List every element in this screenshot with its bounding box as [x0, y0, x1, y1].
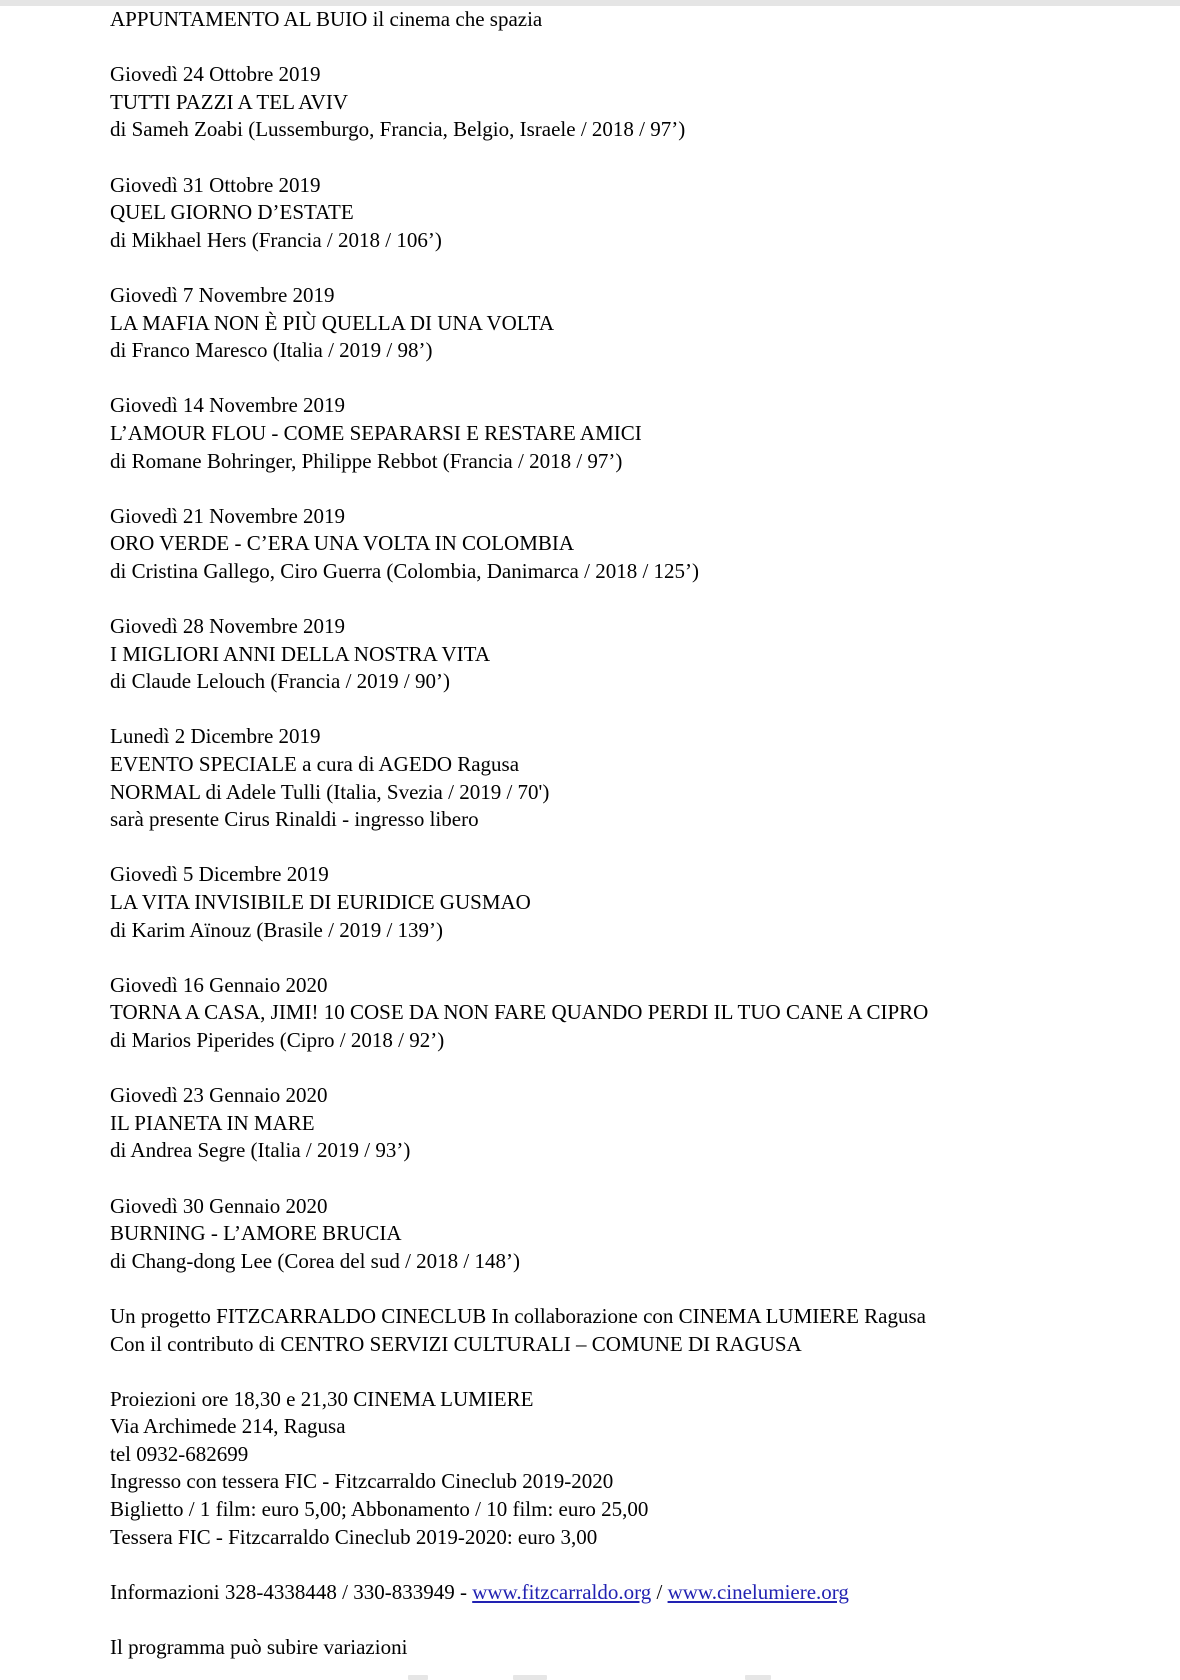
card-price-line: Tessera FIC - Fitzcarraldo Cineclub 2019-2020: euro 3,00: [110, 1524, 598, 1549]
phone-line: tel 0932-682699: [110, 1441, 249, 1466]
event-credits: di Sameh Zoabi (Lussemburgo, Francia, Belgio, Israele / 2018 / 97’): [110, 117, 686, 142]
bottom-cutoff-artifact: [513, 1675, 547, 1680]
event-date: Giovedì 23 Gennaio 2020: [110, 1083, 328, 1108]
fitzcarraldo-link[interactable]: www.fitzcarraldo.org: [472, 1579, 652, 1604]
event-title: EVENTO SPECIALE a cura di AGEDO Ragusa: [110, 752, 520, 777]
event-credits: di Cristina Gallego, Ciro Guerra (Colombia, Danimarca / 2018 / 125’): [110, 558, 700, 583]
event-note: sarà presente Cirus Rinaldi - ingresso libero: [110, 807, 479, 832]
ticket-price-line: Biglietto / 1 film: euro 5,00; Abbonamento / 10 film: euro 25,00: [110, 1497, 649, 1522]
event-title: IL PIANETA IN MARE: [110, 1110, 315, 1135]
contact-info-prefix: Informazioni 328-4338448 / 330-833949 -: [110, 1579, 473, 1604]
event-title: BURNING - L’AMORE BRUCIA: [110, 1221, 402, 1246]
link-separator: /: [651, 1579, 668, 1604]
event-date: Lunedì 2 Dicembre 2019: [110, 724, 321, 749]
event-date: Giovedì 28 Novembre 2019: [110, 614, 346, 639]
event-date: Giovedì 16 Gennaio 2020: [110, 972, 328, 997]
event-date: Giovedì 5 Dicembre 2019: [110, 862, 329, 887]
event-title: LA VITA INVISIBILE DI EURIDICE GUSMAO: [110, 890, 531, 914]
event-block: [110, 1082, 1150, 1165]
event-title: I MIGLIORI ANNI DELLA NOSTRA VITA: [110, 641, 490, 666]
event-block: [110, 613, 1150, 696]
page-title: APPUNTAMENTO AL BUIO il cinema che spazia: [110, 7, 543, 31]
event-title: ORO VERDE - C’ERA UNA VOLTA IN COLOMBIA: [110, 531, 575, 556]
event-block: [110, 861, 1150, 944]
contact-info-block: [110, 1579, 1150, 1607]
event-credits: di Chang-dong Lee (Corea del sud / 2018 / 148’): [110, 1248, 520, 1273]
event-date: Giovedì 7 Novembre 2019: [110, 282, 335, 307]
project-credits-block: [110, 1303, 1150, 1358]
contact-info-line: [110, 1580, 849, 1604]
event-date: Giovedì 14 Novembre 2019: [110, 393, 346, 418]
project-credit-line: Un progetto FITZCARRALDO CINECLUB In collaborazione con CINEMA LUMIERE Ragusa: [110, 1303, 926, 1328]
screenings-line: Proiezioni ore 18,30 e 21,30 CINEMA LUMIERE: [110, 1386, 534, 1411]
event-block: [110, 282, 1150, 365]
event-date: Giovedì 24 Ottobre 2019: [110, 62, 321, 87]
event-date: Giovedì 21 Novembre 2019: [110, 503, 346, 528]
bottom-cutoff-artifact: [408, 1675, 428, 1680]
event-title: LA MAFIA NON È PIÙ QUELLA DI UNA VOLTA: [110, 310, 554, 335]
event-title: TORNA A CASA, JIMI! 10 COSE DA NON FARE QUANDO PERDI IL TUO CANE A CIPRO: [110, 1000, 929, 1025]
address-line: Via Archimede 214, Ragusa: [110, 1414, 346, 1439]
event-credits: di Karim Aïnouz (Brasile / 2019 / 139’): [110, 917, 444, 942]
event-date: Giovedì 31 Ottobre 2019: [110, 172, 321, 197]
event-title: QUEL GIORNO D’ESTATE: [110, 200, 354, 225]
event-credits: di Romane Bohringer, Philippe Rebbot (Francia / 2018 / 97’): [110, 448, 623, 473]
event-block: [110, 1193, 1150, 1276]
event-credits: di Mikhael Hers (Francia / 2018 / 106’): [110, 227, 442, 252]
event-block: [110, 972, 1150, 1055]
event-title: TUTTI PAZZI A TEL AVIV: [110, 89, 349, 114]
event-credits: NORMAL di Adele Tulli (Italia, Svezia / 2019 / 70'): [110, 779, 550, 804]
project-credit-line: Con il contributo di CENTRO SERVIZI CULTURALI – COMUNE DI RAGUSA: [110, 1331, 802, 1356]
event-credits: di Marios Piperides (Cipro / 2018 / 92’): [110, 1027, 445, 1052]
program-disclaimer-block: [110, 1634, 1150, 1662]
event-block-special: [110, 723, 1150, 833]
venue-info-block: [110, 1386, 1150, 1552]
event-credits: di Andrea Segre (Italia / 2019 / 93’): [110, 1138, 411, 1163]
event-credits: di Claude Lelouch (Francia / 2019 / 90’): [110, 669, 450, 694]
event-title: L’AMOUR FLOU - COME SEPARARSI E RESTARE AMICI: [110, 420, 642, 445]
event-block: [110, 503, 1150, 586]
document-title-block: [110, 6, 1150, 34]
cinelumiere-link[interactable]: www.cinelumiere.org: [667, 1579, 849, 1604]
event-block: [110, 61, 1150, 144]
bottom-cutoff-artifact: [745, 1675, 771, 1680]
event-credits: di Franco Maresco (Italia / 2019 / 98’): [110, 338, 433, 363]
membership-line: Ingresso con tessera FIC - Fitzcarraldo Cineclub 2019-2020: [110, 1469, 614, 1494]
event-block: [110, 392, 1150, 475]
event-block: [110, 172, 1150, 255]
event-date: Giovedì 30 Gennaio 2020: [110, 1193, 328, 1218]
document-body: [110, 6, 1150, 1680]
program-disclaimer: Il programma può subire variazioni: [110, 1635, 408, 1660]
